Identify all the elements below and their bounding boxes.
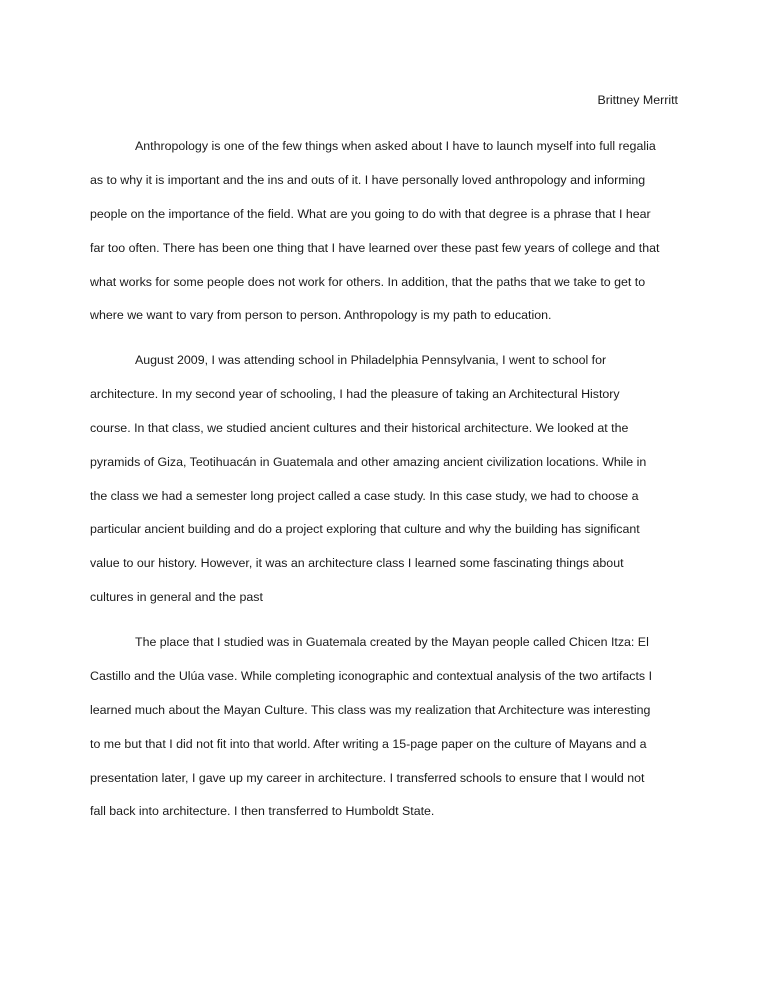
text-line: to me but that I did not fit into that world. After writing a 15-page paper on the culture of Mayans and a [90,736,647,751]
text-line: where we want to vary from person to person. Anthropology is my path to education. [90,308,552,323]
paragraph-1 [90,138,678,341]
text-line: pyramids of Giza, Teotihuacán in Guatemala and other amazing ancient civilization locations. While in [90,454,647,469]
text-line: the class we had a semester long project called a case study. In this case study, we had to choose a [90,488,639,503]
text-line: far too often. There has been one thing that I have learned over these past few years of college and that [90,240,660,255]
text-line: architecture. In my second year of schooling, I had the pleasure of taking an Architectural History [90,386,620,401]
text-line: learned much about the Mayan Culture. This class was my realization that Architecture was interesting [90,702,651,717]
text-line: what works for some people does not work for others. In addition, that the paths that we take to get to [90,274,646,289]
paragraph-3 [90,634,678,837]
text-line: fall back into architecture. I then transferred to Humboldt State. [90,804,435,819]
text-line: value to our history. However, it was an architecture class I learned some fascinating things about [90,556,624,571]
text-line: August 2009, I was attending school in Philadelphia Pennsylvania, I went to school for [135,353,607,367]
text-line: presentation later, I gave up my career in architecture. I transferred schools to ensure that I would not [90,770,645,785]
text-line: people on the importance of the field. What are you going to do with that degree is a phrase that I hear [90,206,651,221]
text-line: as to why it is important and the ins and outs of it. I have personally loved anthropology and informing [90,172,646,187]
text-line: Anthropology is one of the few things when asked about I have to launch myself into full regalia [135,139,656,153]
text-line: The place that I studied was in Guatemala created by the Mayan people called Chicen Itza: El [135,635,649,649]
text-line: cultures in general and the past [90,590,263,605]
paragraph-2 [90,352,678,623]
author-name: Brittney Merritt [597,93,678,107]
text-line: course. In that class, we studied ancient cultures and their historical architecture. We looked at the [90,420,629,435]
text-line: particular ancient building and do a project exploring that culture and why the building has significant [90,522,640,537]
text-line: Castillo and the Ulúa vase. While completing iconographic and contextual analysis of the two artifacts I [90,668,653,683]
